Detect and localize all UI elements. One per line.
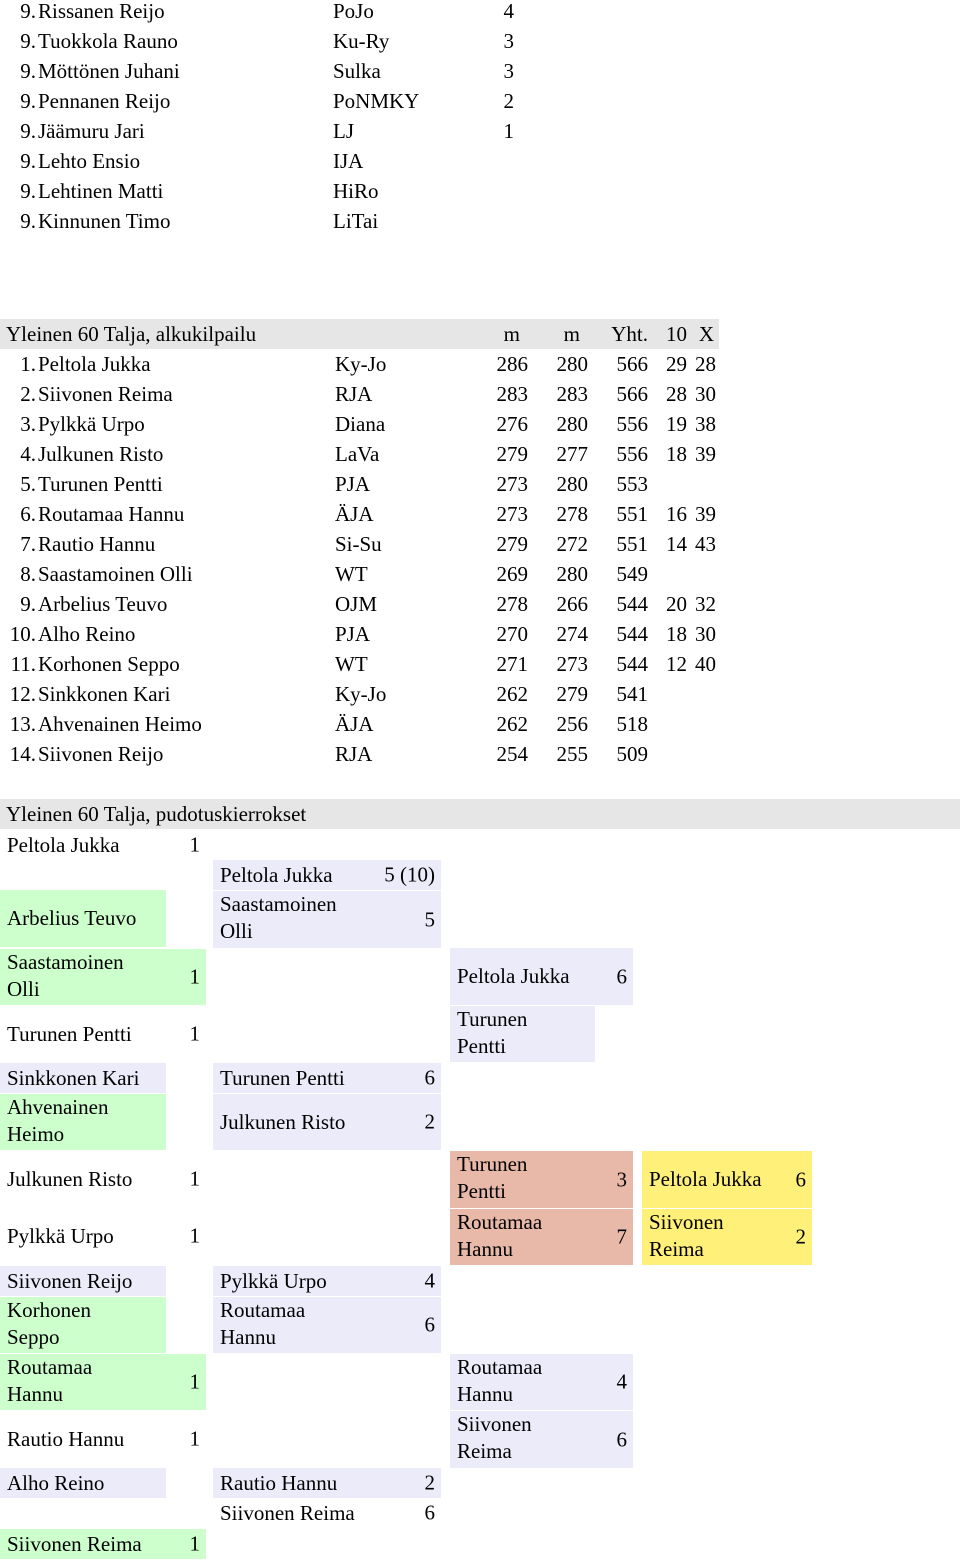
player-score: 2 (424, 1109, 435, 1134)
club: IJA (333, 149, 364, 173)
bracket-slot-round1 (0, 890, 166, 947)
table-row (0, 709, 719, 739)
rank: 2. (20, 382, 36, 406)
player-name: Turunen Pentti (7, 1022, 132, 1046)
player-score: 1 (189, 1531, 200, 1556)
player-score: 5 (424, 907, 435, 931)
club: PJA (335, 472, 371, 496)
player-score: 4 (616, 1369, 627, 1394)
name: Siivonen Reima (38, 382, 173, 406)
total: 544 (616, 592, 648, 616)
player-name: Siivonen Reima (457, 1412, 532, 1463)
player-name: Peltola Jukka (220, 863, 333, 887)
name: Alho Reino (38, 622, 136, 646)
total: 566 (616, 382, 648, 406)
top-list-row (0, 86, 520, 116)
name: Ahvenainen Heimo (38, 712, 202, 736)
score: 3 (503, 29, 514, 53)
bracket-slot-round1 (0, 1221, 206, 1251)
m1: 262 (496, 682, 528, 706)
m1: 270 (496, 622, 528, 646)
player-name: Rautio Hannu (220, 1471, 338, 1495)
top-list-row (0, 206, 520, 236)
player-name: Siivonen Reima (7, 1532, 142, 1556)
rank: 6. (20, 502, 36, 526)
table-row (0, 619, 719, 649)
name: Julkunen Risto (38, 442, 164, 466)
table-row (0, 529, 719, 559)
rank: 9. (20, 119, 36, 143)
player-name: Turunen Pentti (220, 1066, 345, 1090)
m2: 266 (556, 592, 588, 616)
tens: 19 (666, 412, 687, 436)
club: Sulka (333, 59, 381, 83)
name: Routamaa Hannu (38, 502, 185, 526)
player-name: Siivonen Reima (649, 1210, 724, 1261)
player-name: Routamaa Hannu (457, 1355, 543, 1406)
x-count: 30 (695, 382, 716, 406)
player-name: Ahvenainen Heimo (7, 1095, 109, 1146)
table-row (0, 649, 719, 679)
club: Diana (335, 412, 386, 436)
x-count: 39 (695, 502, 716, 526)
player-score: 1 (189, 964, 200, 989)
m2: 283 (556, 382, 588, 406)
rank: 9. (20, 0, 36, 23)
player-name: Rautio Hannu (7, 1427, 125, 1451)
score: 2 (503, 89, 514, 113)
club: WT (335, 562, 368, 586)
player-name: Routamaa Hannu (220, 1298, 306, 1349)
bracket-slot-round1 (0, 949, 206, 1005)
bracket-title: Yleinen 60 Talja, pudotuskierrokset (6, 802, 307, 826)
name: Saastamoinen Olli (38, 562, 193, 586)
player-score: 6 (795, 1167, 806, 1191)
player-name: Peltola Jukka (7, 833, 120, 857)
rank: 9. (20, 209, 36, 233)
top-list-row (0, 176, 520, 206)
tens: 16 (666, 502, 687, 526)
m1: 279 (496, 532, 528, 556)
m1: 276 (496, 412, 528, 436)
x-count: 32 (695, 592, 716, 616)
top-list-row (0, 26, 520, 56)
table-row (0, 559, 719, 589)
rank: 9. (20, 59, 36, 83)
bracket-slot-semifinal (450, 948, 633, 1005)
total: 556 (616, 442, 648, 466)
club: Ky-Jo (335, 352, 387, 376)
player-score: 6 (424, 1312, 435, 1337)
col-total: Yht. (611, 322, 648, 346)
rank: 14. (9, 742, 36, 766)
m1: 279 (496, 442, 528, 466)
m2: 274 (556, 622, 588, 646)
player-score: 5 (10) (384, 862, 435, 887)
tens: 20 (666, 592, 687, 616)
name: Lehtinen Matti (38, 179, 164, 203)
bracket-slot-quarterfinal (213, 860, 441, 890)
rank: 8. (20, 562, 36, 586)
player-score: 6 (616, 964, 627, 988)
m2: 280 (556, 412, 588, 436)
player-score: 1 (189, 832, 200, 857)
name: Möttönen Juhani (38, 59, 180, 83)
name: Arbelius Teuvo (38, 592, 168, 616)
club: RJA (335, 382, 373, 406)
player-name: Routamaa Hannu (7, 1355, 93, 1406)
m2: 279 (556, 682, 588, 706)
rank: 10. (9, 622, 36, 646)
player-name: Siivonen Reijo (7, 1269, 133, 1293)
bracket-slot-round1 (0, 1164, 206, 1194)
player-score: 1 (189, 1166, 200, 1191)
bracket-slot-final (642, 1209, 812, 1265)
player-name: Sinkkonen Kari (7, 1066, 140, 1090)
player-score: 6 (424, 1065, 435, 1090)
x-count: 30 (695, 622, 716, 646)
tens: 18 (666, 622, 687, 646)
club: ÄJA (335, 712, 374, 736)
club: LiTai (333, 209, 379, 233)
tens: 14 (666, 532, 687, 556)
total: 549 (616, 562, 648, 586)
rank: 7. (20, 532, 36, 556)
bracket-slot-round1 (0, 1266, 166, 1296)
m2: 255 (556, 742, 588, 766)
total: 544 (616, 652, 648, 676)
bracket-slot-quarterfinal (213, 1498, 441, 1528)
bracket-header (0, 799, 960, 829)
table-row (0, 589, 719, 619)
player-name: Korhonen Seppo (7, 1298, 91, 1349)
name: Tuokkola Rauno (38, 29, 178, 53)
name: Siivonen Reijo (38, 742, 164, 766)
score: 3 (503, 59, 514, 83)
club: Ky-Jo (335, 682, 387, 706)
name: Turunen Pentti (38, 472, 163, 496)
player-name: Turunen Pentti (457, 1152, 528, 1203)
rank: 1. (20, 352, 36, 376)
bracket-slot-quarterfinal (213, 1094, 441, 1150)
bracket-slot-final (642, 1151, 812, 1208)
club: Si-Su (335, 532, 382, 556)
club: LaVa (335, 442, 380, 466)
player-name: Alho Reino (7, 1471, 105, 1495)
player-score: 7 (616, 1224, 627, 1249)
name: Rissanen Reijo (38, 0, 165, 23)
bracket-slot-quarterfinal (213, 1266, 441, 1296)
rank: 9. (20, 89, 36, 113)
bracket-slot-bronze (450, 1151, 633, 1208)
player-score: 3 (616, 1167, 627, 1191)
total: 553 (616, 472, 648, 496)
bracket-slot-round1 (0, 1094, 166, 1150)
bracket-slot-bronze (450, 1209, 633, 1265)
bracket-slot-round1 (0, 1019, 206, 1049)
top-list-row (0, 56, 520, 86)
x-count: 43 (695, 532, 716, 556)
bracket-slot-semifinal (450, 1411, 633, 1468)
m2: 256 (556, 712, 588, 736)
bracket-slot-quarterfinal (213, 1297, 441, 1353)
player-score: 6 (424, 1500, 435, 1525)
club: RJA (335, 742, 373, 766)
total: 509 (616, 742, 648, 766)
player-score: 1 (189, 1369, 200, 1394)
bracket-slot-round1 (0, 1354, 206, 1410)
rank: 9. (20, 179, 36, 203)
x-count: 39 (695, 442, 716, 466)
rank: 12. (9, 682, 36, 706)
total: 541 (616, 682, 648, 706)
tens: 18 (666, 442, 687, 466)
club: HiRo (333, 179, 379, 203)
tens: 28 (666, 382, 687, 406)
rank: 9. (20, 592, 36, 616)
club: PJA (335, 622, 371, 646)
m2: 272 (556, 532, 588, 556)
total: 544 (616, 622, 648, 646)
bracket-slot-quarterfinal (213, 1468, 441, 1498)
m1: 273 (496, 472, 528, 496)
m1: 283 (496, 382, 528, 406)
club: LJ (333, 119, 354, 143)
club: PoNMKY (333, 89, 420, 113)
col-x: X (698, 322, 714, 346)
name: Jäämuru Jari (38, 119, 145, 143)
m1: 254 (496, 742, 528, 766)
club: Ku-Ry (333, 29, 390, 53)
player-score: 6 (616, 1427, 627, 1451)
rank: 9. (20, 149, 36, 173)
club: PoJo (333, 0, 374, 23)
top-list-row (0, 0, 520, 26)
rank: 13. (9, 712, 36, 736)
table-row (0, 439, 719, 469)
table-row (0, 349, 719, 379)
m1: 273 (496, 502, 528, 526)
name: Peltola Jukka (38, 352, 151, 376)
m1: 286 (496, 352, 528, 376)
name: Pylkkä Urpo (38, 412, 145, 436)
total: 551 (616, 502, 648, 526)
player-score: 4 (424, 1268, 435, 1293)
rank: 5. (20, 472, 36, 496)
player-name: Julkunen Risto (7, 1167, 133, 1191)
player-name: Pylkkä Urpo (7, 1224, 114, 1248)
name: Rautio Hannu (38, 532, 156, 556)
table-row (0, 379, 719, 409)
tens: 12 (666, 652, 687, 676)
table-row (0, 499, 719, 529)
player-score: 1 (189, 1426, 200, 1451)
top-list-row (0, 146, 520, 176)
name: Pennanen Reijo (38, 89, 171, 113)
x-count: 38 (695, 412, 716, 436)
col-m2: m (563, 322, 580, 346)
player-name: Saastamoinen Olli (220, 892, 337, 943)
m1: 271 (496, 652, 528, 676)
m2: 278 (556, 502, 588, 526)
table-row (0, 739, 719, 769)
rank: 4. (20, 442, 36, 466)
club: ÄJA (335, 502, 374, 526)
rank: 3. (20, 412, 36, 436)
score: 1 (503, 119, 514, 143)
player-name: Siivonen Reima (220, 1501, 355, 1525)
m2: 280 (556, 562, 588, 586)
x-count: 40 (695, 652, 716, 676)
total: 566 (616, 352, 648, 376)
bracket-slot-round1 (0, 1063, 166, 1093)
bracket-slot-semifinal (450, 1354, 633, 1410)
bracket-slot-semifinal (450, 1006, 595, 1062)
col-m1: m (503, 322, 520, 346)
player-score: 1 (189, 1223, 200, 1248)
rank: 9. (20, 29, 36, 53)
player-score: 1 (189, 1021, 200, 1046)
table-row (0, 469, 719, 499)
score: 4 (503, 0, 514, 23)
club: OJM (335, 592, 378, 616)
total: 551 (616, 532, 648, 556)
top-list-row (0, 116, 520, 146)
name: Lehto Ensio (38, 149, 141, 173)
bracket-slot-round1 (0, 830, 206, 860)
m2: 277 (556, 442, 588, 466)
name: Sinkkonen Kari (38, 682, 171, 706)
m2: 280 (556, 352, 588, 376)
player-name: Saastamoinen Olli (7, 950, 124, 1001)
name: Korhonen Seppo (38, 652, 180, 676)
bracket-slot-round1 (0, 1529, 206, 1559)
player-name: Routamaa Hannu (457, 1210, 543, 1261)
player-score: 2 (424, 1470, 435, 1495)
bracket-slot-quarterfinal (213, 1063, 441, 1093)
player-name: Turunen Pentti (457, 1007, 528, 1058)
club: WT (335, 652, 368, 676)
total: 518 (616, 712, 648, 736)
rank: 11. (10, 652, 36, 676)
table-row (0, 409, 719, 439)
player-name: Peltola Jukka (649, 1167, 762, 1191)
qualifying-title: Yleinen 60 Talja, alkukilpailu (6, 322, 257, 346)
bracket-slot-round1 (0, 1468, 166, 1498)
m1: 278 (496, 592, 528, 616)
name: Kinnunen Timo (38, 209, 171, 233)
m2: 273 (556, 652, 588, 676)
bracket-slot-round1 (0, 1424, 206, 1454)
player-name: Arbelius Teuvo (7, 906, 137, 930)
qualifying-header (0, 319, 719, 349)
player-score: 2 (795, 1224, 806, 1249)
tens: 29 (666, 352, 687, 376)
player-name: Julkunen Risto (220, 1110, 346, 1134)
x-count: 28 (695, 352, 716, 376)
player-name: Pylkkä Urpo (220, 1269, 327, 1293)
col-tens: 10 (666, 322, 687, 346)
total: 556 (616, 412, 648, 436)
m1: 262 (496, 712, 528, 736)
table-row (0, 679, 719, 709)
bracket-slot-quarterfinal (213, 891, 441, 948)
m2: 280 (556, 472, 588, 496)
bracket-slot-round1 (0, 1297, 166, 1353)
player-name: Peltola Jukka (457, 964, 570, 988)
m1: 269 (496, 562, 528, 586)
